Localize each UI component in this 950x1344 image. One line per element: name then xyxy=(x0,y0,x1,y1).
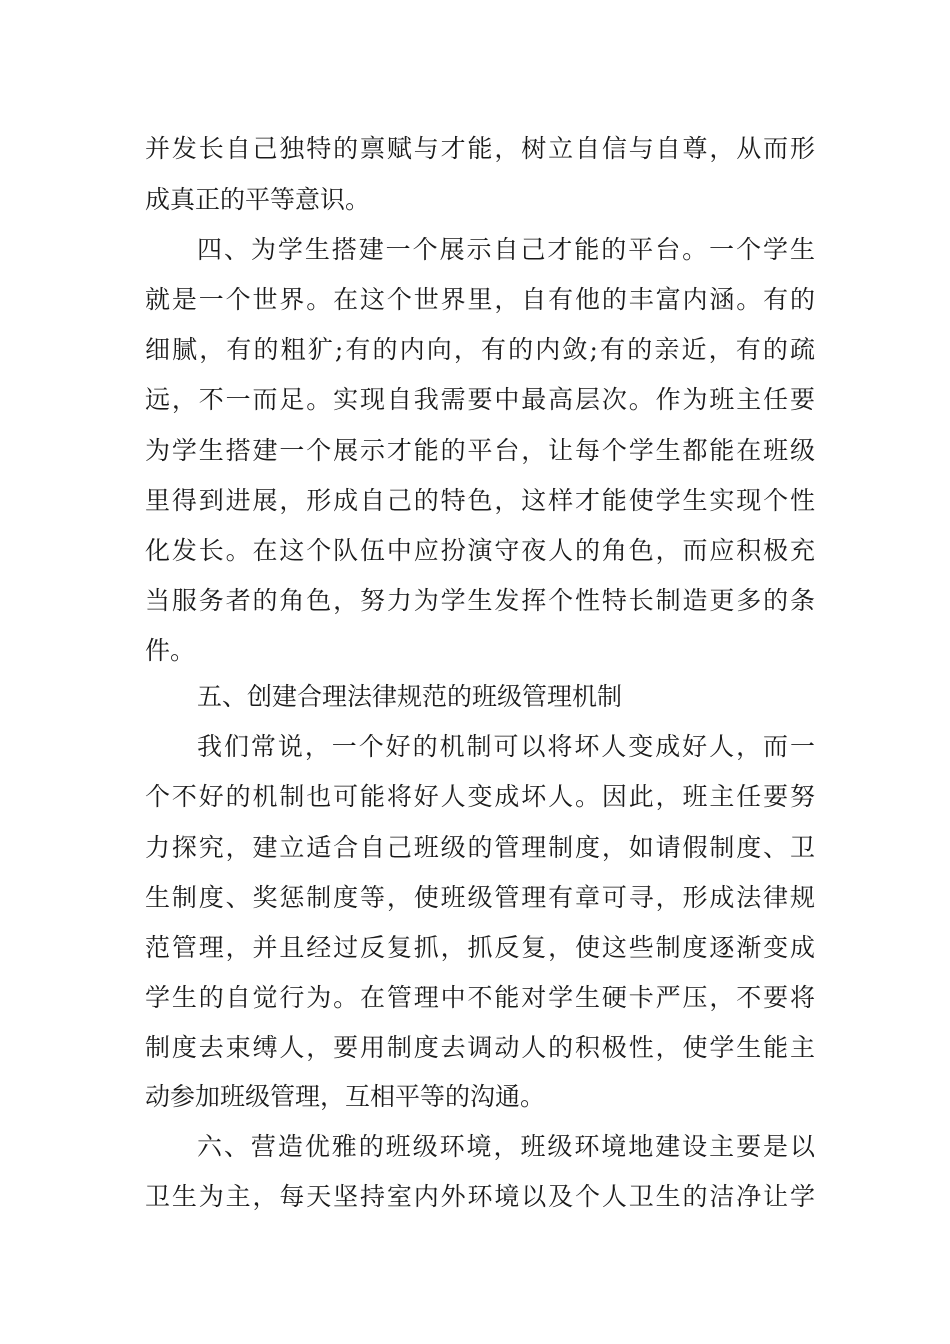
text-line: 六、营造优雅的班级环境，班级环境地建设主要是以 xyxy=(197,1132,815,1161)
text-line: 为学生搭建一个展示才能的平台，让每个学生都能在班级 xyxy=(145,436,815,465)
text-line: 远，不一而足。实现自我需要中最高层次。作为班主任要 xyxy=(145,385,815,414)
text-line: 并发长自己独特的禀赋与才能，树立自信与自尊，从而形 xyxy=(145,134,815,163)
text-line: 生制度、奖惩制度等，使班级管理有章可寻，形成法律规 xyxy=(145,883,815,912)
text-line: 件。 xyxy=(145,636,196,665)
text-line: 里得到进展，形成自己的特色，这样才能使学生实现个性 xyxy=(145,486,815,515)
section-heading: 五、创建合理法律规范的班级管理机制 xyxy=(197,682,623,711)
text-line: 化发长。在这个队伍中应扮演守夜人的角色，而应积极充 xyxy=(145,536,815,565)
text-line: 动参加班级管理，互相平等的沟通。 xyxy=(145,1082,546,1111)
text-line: 范管理，并且经过反复抓，抓反复，使这些制度逐渐变成 xyxy=(145,933,815,962)
text-line: 学生的自觉行为。在管理中不能对学生硬卡严压，不要将 xyxy=(145,983,815,1012)
text-line: 卫生为主，每天坚持室内外环境以及个人卫生的洁净让学 xyxy=(145,1182,815,1211)
text-line: 力探究，建立适合自己班级的管理制度，如请假制度、卫 xyxy=(145,833,815,862)
text-line: 细腻，有的粗犷;有的内向，有的内敛;有的亲近，有的疏 xyxy=(145,335,815,364)
text-line: 就是一个世界。在这个世界里，自有他的丰富内涵。有的 xyxy=(145,285,815,314)
text-line: 我们常说，一个好的机制可以将坏人变成好人，而一 xyxy=(197,732,815,761)
text-line: 成真正的平等意识。 xyxy=(145,185,371,214)
text-line: 制度去束缚人，要用制度去调动人的积极性，使学生能主 xyxy=(145,1033,815,1062)
text-line: 当服务者的角色，努力为学生发挥个性特长制造更多的条 xyxy=(145,586,815,615)
text-line: 个不好的机制也可能将好人变成坏人。因此，班主任要努 xyxy=(145,782,815,811)
text-line: 四、为学生搭建一个展示自己才能的平台。一个学生 xyxy=(197,235,815,264)
